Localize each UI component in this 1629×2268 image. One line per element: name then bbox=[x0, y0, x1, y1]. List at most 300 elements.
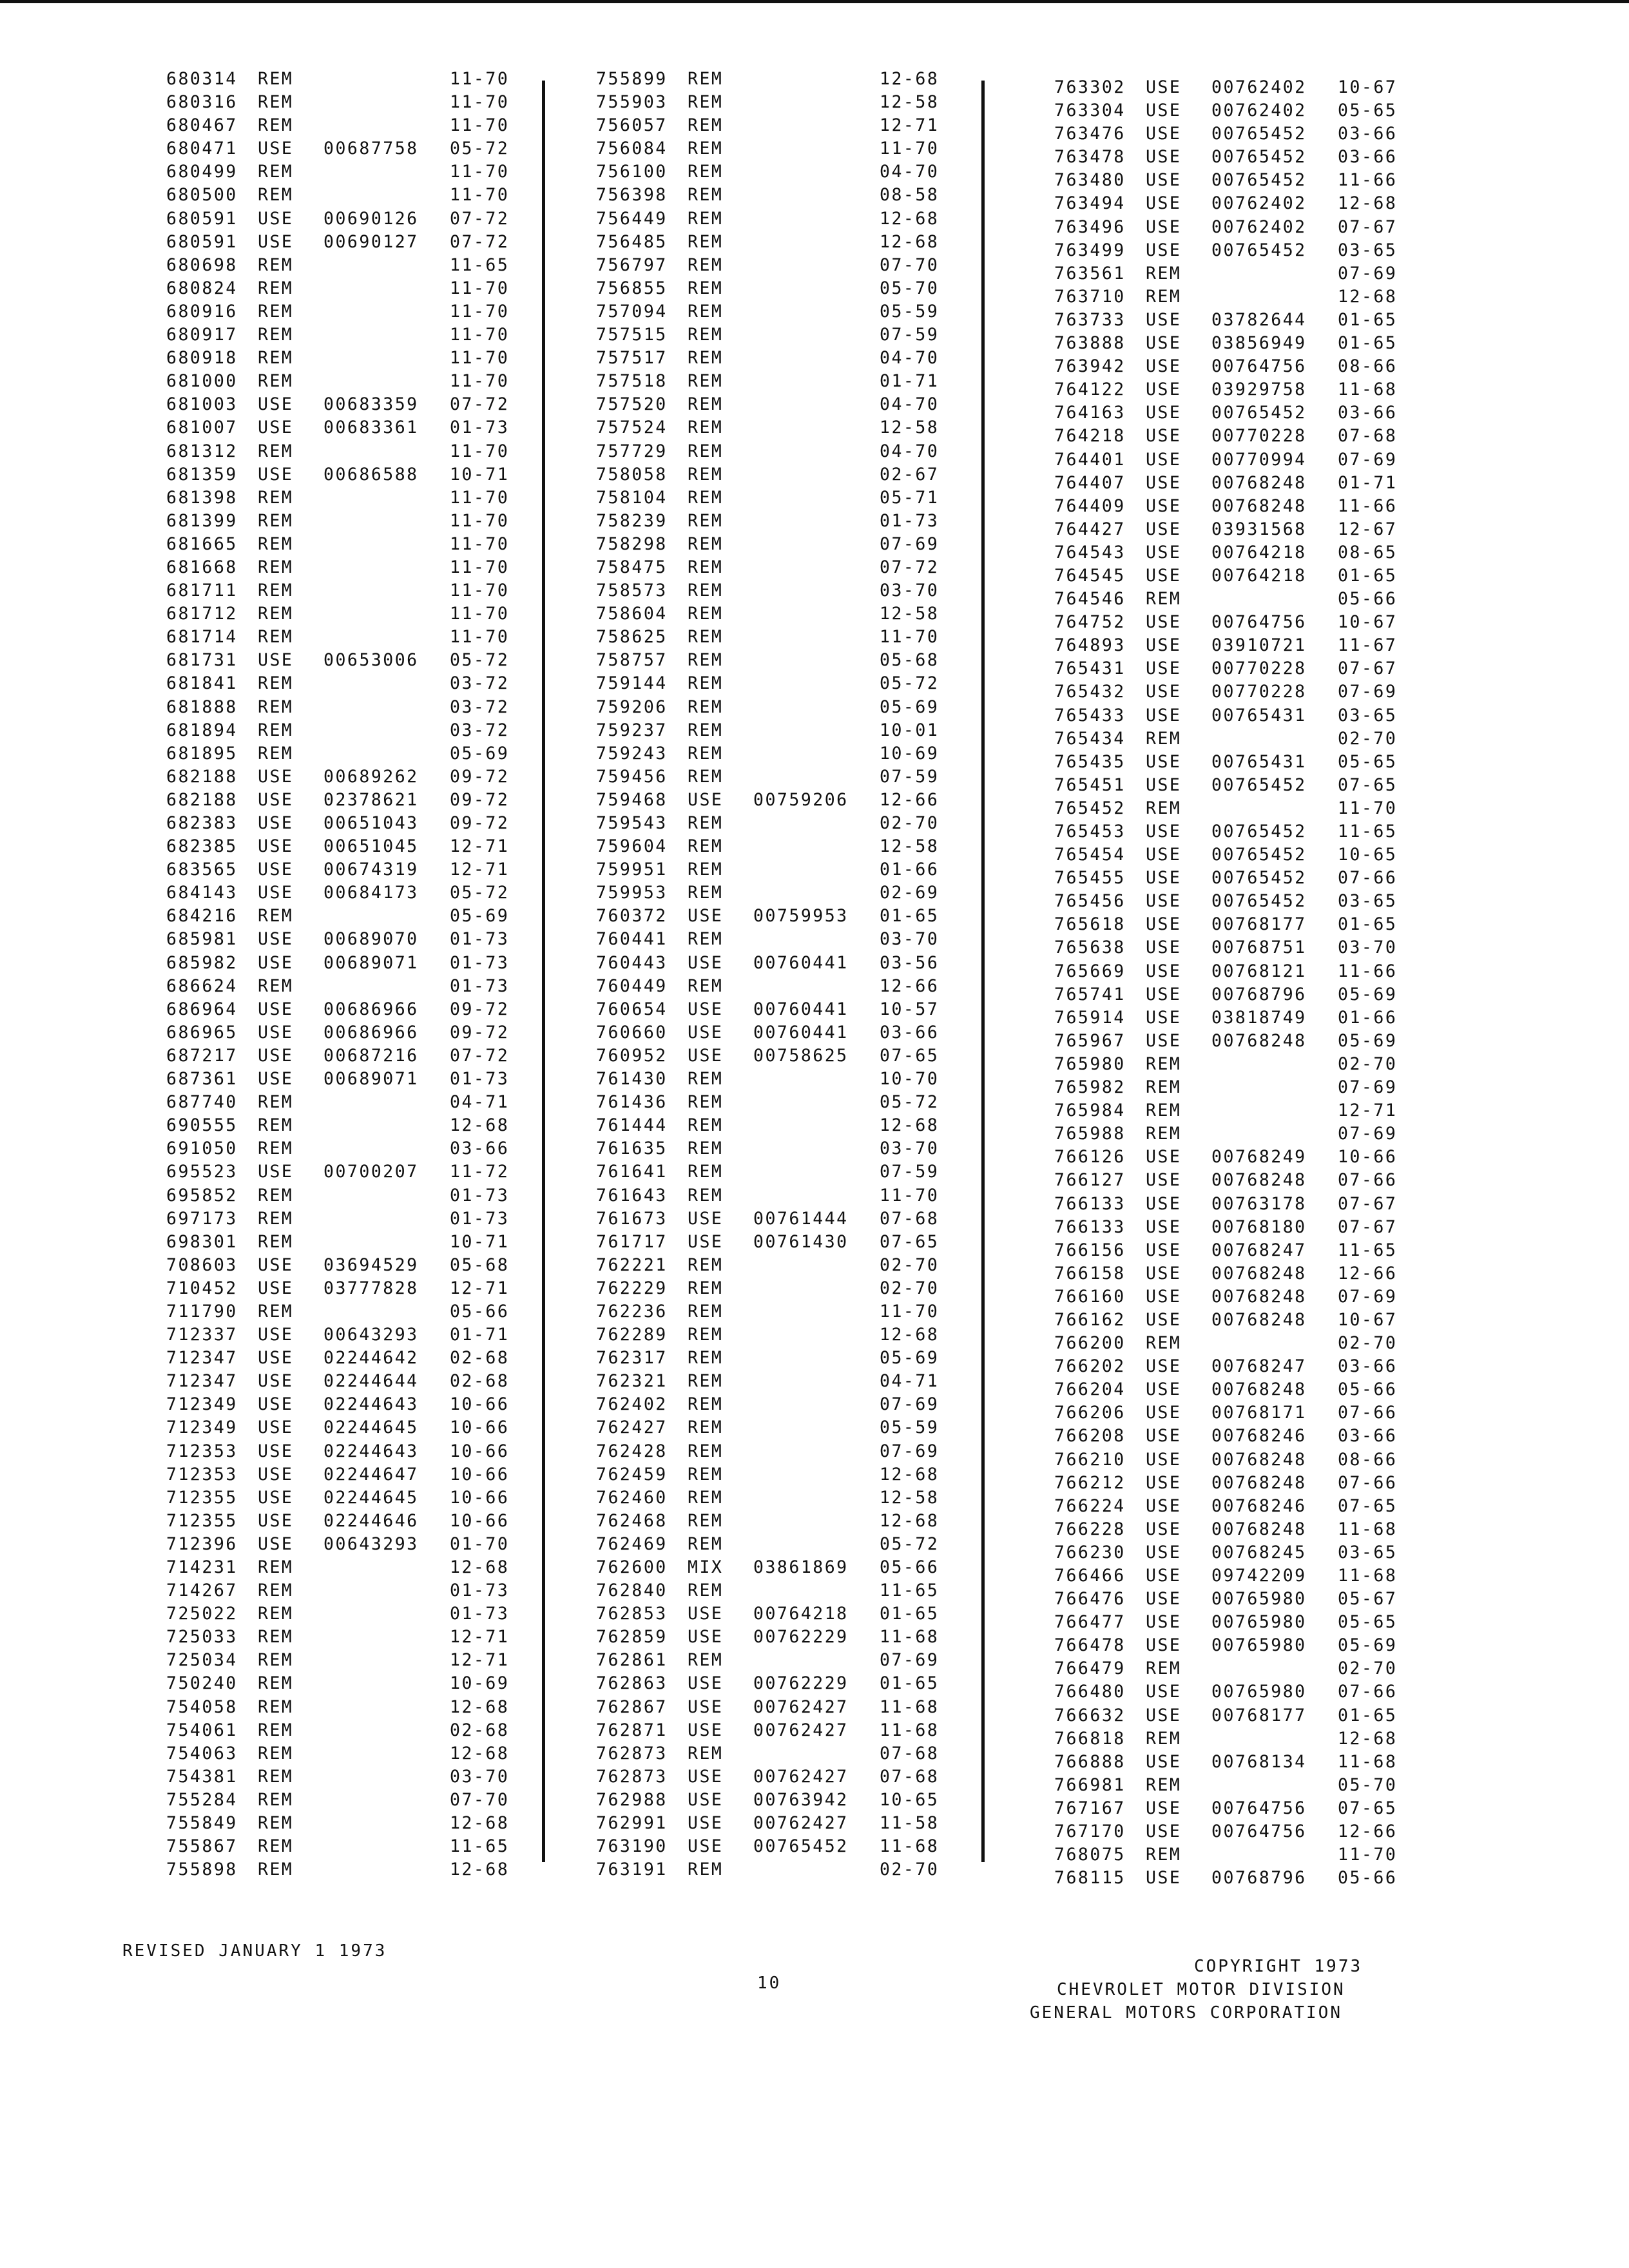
status-code: USE bbox=[688, 1604, 724, 1624]
part-number: 766160 bbox=[1054, 1286, 1126, 1307]
status-code: REM bbox=[688, 836, 724, 857]
part-number: 762859 bbox=[596, 1627, 668, 1648]
status-code: REM bbox=[688, 371, 724, 392]
status-code: USE bbox=[688, 789, 724, 810]
part-number: 768115 bbox=[1054, 1868, 1126, 1888]
replacement-number: 00689070 bbox=[323, 929, 419, 950]
part-number: 760441 bbox=[596, 929, 668, 950]
part-number: 698301 bbox=[166, 1231, 238, 1252]
effective-date: 05-66 bbox=[1338, 1379, 1398, 1400]
status-code: USE bbox=[1146, 1705, 1182, 1725]
part-number: 755284 bbox=[166, 1789, 238, 1810]
replacement-number: 00764218 bbox=[1211, 542, 1307, 562]
effective-date: 03-72 bbox=[450, 697, 510, 717]
part-number: 681714 bbox=[166, 627, 238, 648]
effective-date: 12-58 bbox=[880, 1487, 940, 1508]
replacement-number: 00768796 bbox=[1211, 1868, 1307, 1888]
status-code: REM bbox=[688, 557, 724, 577]
effective-date: 12-68 bbox=[450, 1743, 510, 1763]
replacement-number: 00764218 bbox=[1211, 565, 1307, 586]
status-code: REM bbox=[688, 1185, 724, 1206]
effective-date: 07-69 bbox=[1338, 1077, 1398, 1098]
status-code: REM bbox=[258, 115, 294, 136]
part-number: 759243 bbox=[596, 743, 668, 764]
replacement-number: 00651043 bbox=[323, 813, 419, 833]
status-code: REM bbox=[1146, 798, 1182, 818]
part-number: 680500 bbox=[166, 185, 238, 206]
part-number: 764427 bbox=[1054, 519, 1126, 539]
part-number: 765433 bbox=[1054, 705, 1126, 726]
status-code: REM bbox=[688, 255, 724, 275]
part-number: 764752 bbox=[1054, 612, 1126, 633]
status-code: USE bbox=[1146, 472, 1182, 493]
top-rule bbox=[0, 0, 1629, 3]
part-number: 755899 bbox=[596, 69, 668, 89]
replacement-number: 00765431 bbox=[1211, 705, 1307, 726]
status-code: USE bbox=[1146, 1566, 1182, 1586]
replacement-number: 00768248 bbox=[1211, 1263, 1307, 1283]
replacement-number: 03931568 bbox=[1211, 519, 1307, 539]
part-number: 761717 bbox=[596, 1231, 668, 1252]
replacement-number: 00768180 bbox=[1211, 1216, 1307, 1237]
part-number: 764545 bbox=[1054, 565, 1126, 586]
status-code: REM bbox=[688, 743, 724, 764]
effective-date: 07-66 bbox=[1338, 1403, 1398, 1423]
effective-date: 05-69 bbox=[880, 1348, 940, 1369]
part-number: 763494 bbox=[1054, 193, 1126, 214]
part-number: 765435 bbox=[1054, 751, 1126, 772]
effective-date: 05-70 bbox=[1338, 1774, 1398, 1795]
column-divider-1 bbox=[542, 81, 545, 1862]
status-code: REM bbox=[258, 1743, 294, 1763]
effective-date: 12-68 bbox=[880, 1464, 940, 1485]
status-code: USE bbox=[1146, 1472, 1182, 1493]
replacement-number: 00689071 bbox=[323, 1069, 419, 1090]
status-code: USE bbox=[688, 999, 724, 1019]
status-code: USE bbox=[258, 860, 294, 880]
effective-date: 05-66 bbox=[880, 1557, 940, 1577]
status-code: REM bbox=[688, 231, 724, 252]
status-code: REM bbox=[258, 1139, 294, 1159]
part-number: 759206 bbox=[596, 697, 668, 717]
status-code: USE bbox=[258, 836, 294, 857]
replacement-number: 00768247 bbox=[1211, 1356, 1307, 1377]
status-code: REM bbox=[688, 860, 724, 880]
status-code: USE bbox=[258, 650, 294, 671]
part-number: 756084 bbox=[596, 139, 668, 159]
part-number: 686964 bbox=[166, 999, 238, 1019]
replacement-number: 00762427 bbox=[753, 1813, 849, 1834]
status-code: REM bbox=[258, 581, 294, 601]
part-number: 760952 bbox=[596, 1045, 668, 1066]
effective-date: 12-58 bbox=[880, 418, 940, 438]
effective-date: 05-71 bbox=[880, 487, 940, 508]
effective-date: 11-65 bbox=[880, 1581, 940, 1601]
replacement-number: 02244643 bbox=[323, 1394, 419, 1415]
part-number: 766476 bbox=[1054, 1589, 1126, 1610]
replacement-number: 00768177 bbox=[1211, 914, 1307, 935]
status-code: REM bbox=[1146, 1053, 1182, 1074]
replacement-number: 00643293 bbox=[323, 1533, 419, 1554]
effective-date: 03-65 bbox=[1338, 891, 1398, 912]
replacement-number: 00768751 bbox=[1211, 937, 1307, 958]
status-code: REM bbox=[688, 975, 724, 996]
copyright-notice: COPYRIGHT 1973 bbox=[1194, 1957, 1363, 1976]
part-number: 758104 bbox=[596, 487, 668, 508]
status-code: USE bbox=[1146, 1868, 1182, 1888]
effective-date: 08-66 bbox=[1338, 356, 1398, 377]
part-number: 764893 bbox=[1054, 635, 1126, 656]
status-code: REM bbox=[688, 766, 724, 787]
status-code: USE bbox=[1146, 1286, 1182, 1307]
part-number: 758058 bbox=[596, 464, 668, 485]
status-code: REM bbox=[688, 1301, 724, 1321]
status-code: USE bbox=[258, 1254, 294, 1275]
part-number: 756485 bbox=[596, 231, 668, 252]
effective-date: 01-65 bbox=[1338, 1705, 1398, 1725]
effective-date: 10-01 bbox=[880, 720, 940, 740]
replacement-number: 00763942 bbox=[753, 1789, 849, 1810]
effective-date: 09-72 bbox=[450, 766, 510, 787]
part-number: 766133 bbox=[1054, 1193, 1126, 1214]
replacement-number: 00687758 bbox=[323, 139, 419, 159]
part-number: 758298 bbox=[596, 533, 668, 554]
effective-date: 10-66 bbox=[450, 1464, 510, 1485]
part-number: 763499 bbox=[1054, 240, 1126, 260]
status-code: REM bbox=[1146, 1100, 1182, 1121]
status-code: USE bbox=[688, 1022, 724, 1043]
effective-date: 11-70 bbox=[450, 604, 510, 624]
part-number: 766126 bbox=[1054, 1147, 1126, 1168]
effective-date: 01-65 bbox=[1338, 309, 1398, 330]
effective-date: 03-65 bbox=[1338, 240, 1398, 260]
part-number: 695852 bbox=[166, 1185, 238, 1206]
effective-date: 12-71 bbox=[450, 1278, 510, 1298]
replacement-number: 00770994 bbox=[1211, 449, 1307, 470]
part-number: 766210 bbox=[1054, 1449, 1126, 1470]
part-number: 762861 bbox=[596, 1650, 668, 1671]
status-code: USE bbox=[258, 231, 294, 252]
effective-date: 05-59 bbox=[880, 301, 940, 322]
status-code: REM bbox=[1146, 1658, 1182, 1679]
part-number: 759604 bbox=[596, 836, 668, 857]
part-number: 712349 bbox=[166, 1418, 238, 1438]
effective-date: 09-72 bbox=[450, 1022, 510, 1043]
part-number: 763888 bbox=[1054, 333, 1126, 354]
status-code: REM bbox=[258, 69, 294, 89]
status-code: USE bbox=[1146, 612, 1182, 633]
effective-date: 11-68 bbox=[880, 1696, 940, 1717]
status-code: REM bbox=[688, 394, 724, 415]
part-number: 714231 bbox=[166, 1557, 238, 1577]
effective-date: 11-65 bbox=[450, 255, 510, 275]
replacement-number: 00683361 bbox=[323, 418, 419, 438]
part-number: 682383 bbox=[166, 813, 238, 833]
effective-date: 05-65 bbox=[1338, 1612, 1398, 1633]
status-code: USE bbox=[1146, 1379, 1182, 1400]
part-number: 682188 bbox=[166, 789, 238, 810]
part-number: 680591 bbox=[166, 208, 238, 229]
effective-date: 11-68 bbox=[880, 1720, 940, 1740]
effective-date: 10-66 bbox=[450, 1510, 510, 1531]
part-number: 761436 bbox=[596, 1092, 668, 1113]
effective-date: 02-70 bbox=[1338, 1333, 1398, 1354]
status-code: REM bbox=[688, 697, 724, 717]
status-code: USE bbox=[1146, 1240, 1182, 1260]
part-number: 766466 bbox=[1054, 1566, 1126, 1586]
status-code: REM bbox=[688, 139, 724, 159]
part-number: 765456 bbox=[1054, 891, 1126, 912]
effective-date: 11-65 bbox=[1338, 1240, 1398, 1260]
effective-date: 12-68 bbox=[1338, 286, 1398, 307]
part-number: 766478 bbox=[1054, 1635, 1126, 1656]
status-code: USE bbox=[1146, 1216, 1182, 1237]
effective-date: 01-71 bbox=[1338, 472, 1398, 493]
part-number: 763304 bbox=[1054, 101, 1126, 121]
effective-date: 03-66 bbox=[1338, 1356, 1398, 1377]
effective-date: 07-66 bbox=[1338, 1170, 1398, 1191]
effective-date: 10-67 bbox=[1338, 77, 1398, 97]
effective-date: 07-59 bbox=[880, 766, 940, 787]
status-code: USE bbox=[258, 1325, 294, 1345]
effective-date: 05-69 bbox=[1338, 1635, 1398, 1656]
part-number: 766888 bbox=[1054, 1751, 1126, 1772]
effective-date: 10-66 bbox=[1338, 1147, 1398, 1168]
replacement-number: 00764218 bbox=[753, 1604, 849, 1624]
part-number: 762840 bbox=[596, 1581, 668, 1601]
part-number: 681665 bbox=[166, 533, 238, 554]
replacement-number: 00765980 bbox=[1211, 1589, 1307, 1610]
part-number: 757524 bbox=[596, 418, 668, 438]
status-code: USE bbox=[688, 1231, 724, 1252]
effective-date: 12-68 bbox=[1338, 193, 1398, 214]
part-number: 757515 bbox=[596, 325, 668, 345]
replacement-number: 03782644 bbox=[1211, 309, 1307, 330]
effective-date: 02-70 bbox=[880, 813, 940, 833]
status-code: REM bbox=[258, 697, 294, 717]
status-code: USE bbox=[258, 1418, 294, 1438]
effective-date: 10-71 bbox=[450, 464, 510, 485]
status-code: USE bbox=[1146, 658, 1182, 679]
effective-date: 11-70 bbox=[450, 441, 510, 461]
part-number: 680467 bbox=[166, 115, 238, 136]
replacement-number: 00768248 bbox=[1211, 1030, 1307, 1051]
part-number: 762468 bbox=[596, 1510, 668, 1531]
effective-date: 03-66 bbox=[880, 1022, 940, 1043]
status-code: USE bbox=[1146, 635, 1182, 656]
status-code: USE bbox=[258, 418, 294, 438]
status-code: USE bbox=[1146, 845, 1182, 865]
replacement-number: 02244643 bbox=[323, 1441, 419, 1461]
replacement-number: 00759953 bbox=[753, 906, 849, 927]
part-number: 685982 bbox=[166, 952, 238, 973]
part-number: 681731 bbox=[166, 650, 238, 671]
part-number: 766212 bbox=[1054, 1472, 1126, 1493]
effective-date: 10-71 bbox=[450, 1231, 510, 1252]
part-number: 759953 bbox=[596, 883, 668, 903]
replacement-number: 00768248 bbox=[1211, 1472, 1307, 1493]
effective-date: 02-70 bbox=[1338, 728, 1398, 749]
replacement-number: 00762229 bbox=[753, 1673, 849, 1694]
status-code: USE bbox=[688, 1813, 724, 1834]
effective-date: 12-68 bbox=[880, 1325, 940, 1345]
effective-date: 03-65 bbox=[1338, 1542, 1398, 1562]
effective-date: 11-70 bbox=[450, 557, 510, 577]
part-number: 767170 bbox=[1054, 1821, 1126, 1842]
effective-date: 07-65 bbox=[1338, 774, 1398, 795]
part-number: 756449 bbox=[596, 208, 668, 229]
status-code: USE bbox=[1146, 1007, 1182, 1028]
replacement-number: 00768171 bbox=[1211, 1403, 1307, 1423]
replacement-number: 00686966 bbox=[323, 999, 419, 1019]
status-code: REM bbox=[258, 255, 294, 275]
part-number: 758625 bbox=[596, 627, 668, 648]
effective-date: 01-66 bbox=[1338, 1007, 1398, 1028]
status-code: REM bbox=[688, 1162, 724, 1182]
part-number: 762873 bbox=[596, 1766, 668, 1787]
effective-date: 03-70 bbox=[1338, 937, 1398, 958]
part-number: 756398 bbox=[596, 185, 668, 206]
part-number: 681895 bbox=[166, 743, 238, 764]
status-code: REM bbox=[258, 557, 294, 577]
status-code: REM bbox=[258, 1789, 294, 1810]
effective-date: 11-66 bbox=[1338, 495, 1398, 516]
part-number: 681359 bbox=[166, 464, 238, 485]
effective-date: 03-66 bbox=[1338, 147, 1398, 168]
status-code: REM bbox=[688, 1139, 724, 1159]
status-code: REM bbox=[688, 348, 724, 369]
status-code: REM bbox=[688, 883, 724, 903]
status-code: USE bbox=[258, 1162, 294, 1182]
status-code: USE bbox=[688, 1766, 724, 1787]
status-code: USE bbox=[1146, 240, 1182, 260]
status-code: REM bbox=[258, 533, 294, 554]
effective-date: 07-59 bbox=[880, 325, 940, 345]
part-number: 763733 bbox=[1054, 309, 1126, 330]
status-code: USE bbox=[688, 1789, 724, 1810]
replacement-number: 03818749 bbox=[1211, 1007, 1307, 1028]
effective-date: 05-69 bbox=[1338, 1030, 1398, 1051]
effective-date: 07-59 bbox=[880, 1162, 940, 1182]
effective-date: 11-70 bbox=[450, 487, 510, 508]
part-number: 684143 bbox=[166, 883, 238, 903]
status-code: REM bbox=[688, 1278, 724, 1298]
effective-date: 11-70 bbox=[450, 185, 510, 206]
status-code: REM bbox=[1146, 286, 1182, 307]
status-code: REM bbox=[1146, 728, 1182, 749]
corporation-name: GENERAL MOTORS CORPORATION bbox=[1030, 2003, 1342, 2023]
effective-date: 07-65 bbox=[1338, 1495, 1398, 1516]
effective-date: 01-73 bbox=[450, 929, 510, 950]
status-code: USE bbox=[1146, 1170, 1182, 1191]
effective-date: 12-71 bbox=[450, 860, 510, 880]
part-number: 712347 bbox=[166, 1348, 238, 1369]
part-number: 691050 bbox=[166, 1139, 238, 1159]
status-code: REM bbox=[688, 1348, 724, 1369]
replacement-number: 00684173 bbox=[323, 883, 419, 903]
part-number: 685981 bbox=[166, 929, 238, 950]
part-number: 760372 bbox=[596, 906, 668, 927]
part-number: 766133 bbox=[1054, 1216, 1126, 1237]
effective-date: 11-70 bbox=[450, 627, 510, 648]
part-number: 680824 bbox=[166, 278, 238, 298]
effective-date: 02-70 bbox=[1338, 1658, 1398, 1679]
replacement-number: 00765452 bbox=[1211, 403, 1307, 423]
status-code: REM bbox=[258, 1604, 294, 1624]
status-code: REM bbox=[688, 510, 724, 531]
status-code: USE bbox=[688, 1673, 724, 1694]
part-number: 757729 bbox=[596, 441, 668, 461]
effective-date: 04-71 bbox=[450, 1092, 510, 1113]
part-number: 764543 bbox=[1054, 542, 1126, 562]
effective-date: 03-70 bbox=[880, 1139, 940, 1159]
status-code: REM bbox=[688, 464, 724, 485]
status-code: REM bbox=[1146, 1774, 1182, 1795]
part-number: 765984 bbox=[1054, 1100, 1126, 1121]
replacement-number: 00760441 bbox=[753, 999, 849, 1019]
status-code: USE bbox=[1146, 1519, 1182, 1539]
effective-date: 05-72 bbox=[450, 883, 510, 903]
effective-date: 10-65 bbox=[1338, 845, 1398, 865]
part-number: 712349 bbox=[166, 1394, 238, 1415]
status-code: REM bbox=[258, 1650, 294, 1671]
status-code: USE bbox=[1146, 309, 1182, 330]
part-number: 684216 bbox=[166, 906, 238, 927]
effective-date: 11-70 bbox=[450, 301, 510, 322]
effective-date: 12-58 bbox=[880, 836, 940, 857]
effective-date: 07-72 bbox=[450, 208, 510, 229]
part-number: 755898 bbox=[166, 1860, 238, 1880]
status-code: REM bbox=[258, 743, 294, 764]
part-number: 763561 bbox=[1054, 263, 1126, 284]
replacement-number: 00761444 bbox=[753, 1208, 849, 1229]
effective-date: 08-58 bbox=[880, 185, 940, 206]
status-code: REM bbox=[1146, 1333, 1182, 1354]
replacement-number: 02378621 bbox=[323, 789, 419, 810]
part-number: 765982 bbox=[1054, 1077, 1126, 1098]
replacement-number: 00762427 bbox=[753, 1766, 849, 1787]
part-number: 681711 bbox=[166, 581, 238, 601]
replacement-number: 02244647 bbox=[323, 1464, 419, 1485]
status-code: USE bbox=[1146, 1030, 1182, 1051]
status-code: REM bbox=[258, 301, 294, 322]
part-number: 764401 bbox=[1054, 449, 1126, 470]
replacement-number: 00770228 bbox=[1211, 658, 1307, 679]
replacement-number: 00768177 bbox=[1211, 1705, 1307, 1725]
replacement-number: 00765431 bbox=[1211, 751, 1307, 772]
status-code: USE bbox=[1146, 403, 1182, 423]
effective-date: 03-72 bbox=[450, 720, 510, 740]
part-number: 762460 bbox=[596, 1487, 668, 1508]
revised-date: REVISED JANUARY 1 1973 bbox=[122, 1941, 387, 1961]
effective-date: 11-65 bbox=[450, 1836, 510, 1857]
effective-date: 05-72 bbox=[880, 673, 940, 694]
status-code: USE bbox=[1146, 449, 1182, 470]
replacement-number: 03929758 bbox=[1211, 380, 1307, 400]
effective-date: 05-65 bbox=[1338, 751, 1398, 772]
part-number: 680591 bbox=[166, 231, 238, 252]
effective-date: 12-71 bbox=[450, 1627, 510, 1648]
replacement-number: 00689262 bbox=[323, 766, 419, 787]
part-number: 761641 bbox=[596, 1162, 668, 1182]
effective-date: 02-68 bbox=[450, 1720, 510, 1740]
part-number: 763710 bbox=[1054, 286, 1126, 307]
effective-date: 07-68 bbox=[880, 1743, 940, 1763]
effective-date: 02-70 bbox=[1338, 1053, 1398, 1074]
effective-date: 03-66 bbox=[1338, 124, 1398, 144]
part-number: 681712 bbox=[166, 604, 238, 624]
part-number: 712355 bbox=[166, 1487, 238, 1508]
